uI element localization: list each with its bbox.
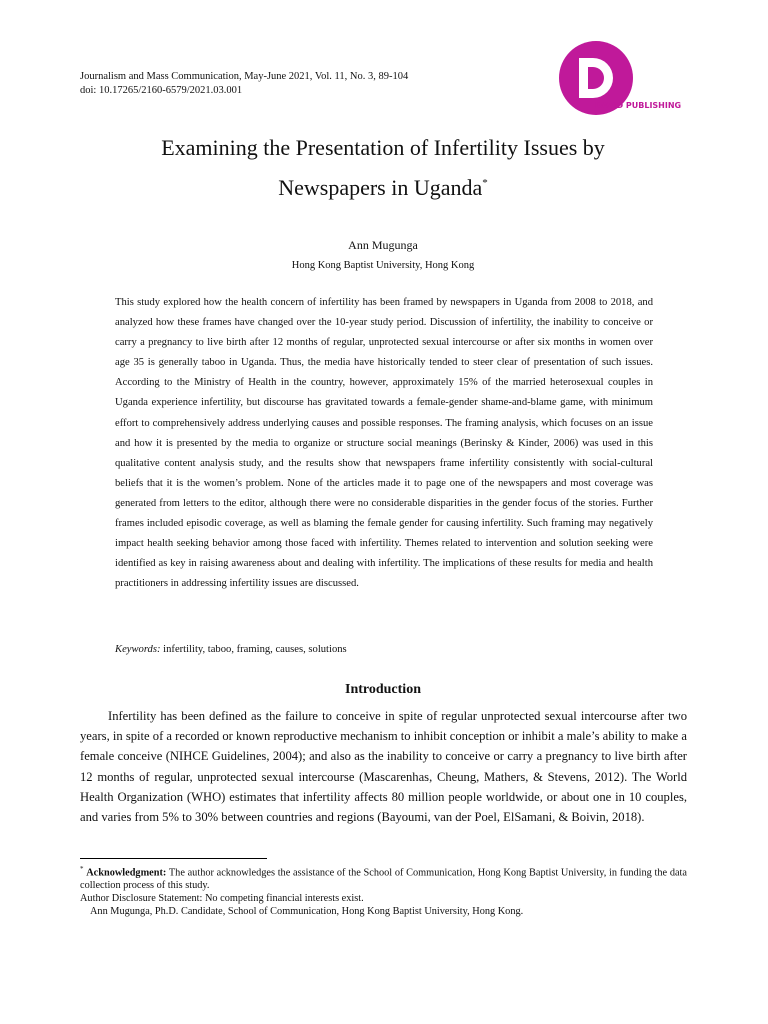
doi-line: doi: 10.17265/2160-6579/2021.03.001: [80, 85, 243, 96]
title-footnote-marker: *: [482, 177, 488, 189]
footnotes: [80, 863, 687, 918]
acknowledgment-label: Acknowledgment:: [86, 867, 167, 879]
abstract: This study explored how the health concern of infertility has been framed by newspapers in Uganda from 2008 to 2018, and analyzed how these frames have changed over the 10-year study period. Discussion of infertility, the inability to conceive or carry a pregnancy to live birth after 12 months of regular, unprotected sexual intercourse or after six months in women over age 35 is generally taboo in Uganda. Thus, the media have historically tended to steer clear of presentation of such issues. According to the Ministry of Health in the country, however, approximately 15% of the married heterosexual couples in Uganda experience infertility, but discourse has gravitated towards a female-gender shame-and-blame game, with minimum effort to comprehensively address underlying causes and possible responses. The framing analysis, which focuses on an issue and how it is presented by the media to organize or structure social meanings (Berinsky & Kinder, 2006) was used in this qualitative content analysis study, and the results show that newspapers frame infertility consistently with social-cultural beliefs that it is the women’s problem. None of the articles made it to page one of the newspapers and most coverage was generated from letters to the editor, although there were no considerable disparities in the gender focus of the stories. Further frames included episodic coverage, as well as blaming the female gender for causing infertility. Such framing may negatively impact health seeking behavior among those faced with infertility. Themes related to intervention and solution seeking were identified as key in raising awareness about and dealing with infertility. The implications of these results for media and health practitioners in addressing infertility issues are discussed.: [115, 297, 653, 590]
footnote-divider: [80, 858, 267, 859]
david-publishing-logo: [555, 40, 695, 116]
introduction-paragraph: Infertility has been defined as the failure to conceive in spite of regular unprotected sexual intercourse after two years, in spite of a recorded or known reproductive mechanism to inhibit conception or inhibit a male’s ability to make a female conceive (NIHCE Guidelines, 2004); and also as the inability to conceive or carry a pregnancy to live birth after 12 months of regular, unprotected sexual intercourse (Mascarenhas, Cheung, Mathers, & Stevens, 2012). The World Health Organization (WHO) estimates that infertility affects 80 million people worldwide, or about one in 10 couples, and varies from 5% to 30% between countries and regions (Bayoumi, van der Poel, ElSamani, & Boivin, 2018).: [80, 709, 687, 825]
journal-citation: [80, 70, 408, 98]
acknowledgment-text: The author acknowledges the assistance of the School of Communication, Hong Kong Baptist University, in funding the data collection process of this study.: [80, 867, 687, 892]
section-heading-introduction: Introduction: [345, 682, 421, 697]
paper-title-line-2: [80, 175, 686, 201]
logo-text: DAVID PUBLISHING: [595, 101, 682, 110]
author-affiliation: Hong Kong Baptist University, Hong Kong: [291, 260, 475, 271]
paper-title-text: Newspapers in Uganda: [278, 175, 483, 200]
author-name: Ann Mugunga: [348, 238, 418, 252]
footnote-acknowledgment: [80, 863, 687, 892]
footnote-marker: *: [80, 865, 84, 873]
author-info: Ann Mugunga, Ph.D. Candidate, School of Communication, Hong Kong Baptist University, Hong Kong.: [90, 906, 524, 918]
keywords: [115, 644, 653, 655]
keywords-list: infertility, taboo, framing, causes, solutions: [163, 644, 347, 655]
paper-title-line-1: Examining the Presentation of Infertility Issues by: [161, 135, 605, 160]
disclosure-statement: Author Disclosure Statement: No competing financial interests exist.: [80, 893, 364, 905]
journal-line: Journalism and Mass Communication, May-June 2021, Vol. 11, No. 3, 89-104: [80, 71, 409, 82]
keywords-label: Keywords:: [115, 644, 161, 655]
